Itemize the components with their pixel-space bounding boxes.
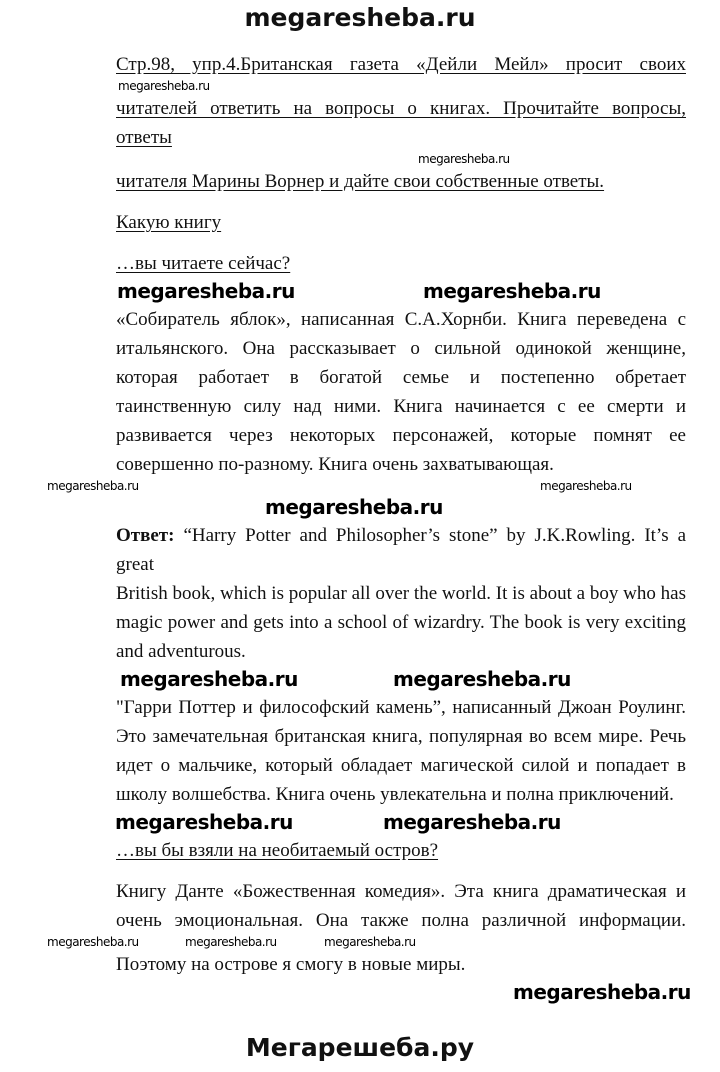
answer-1-line: которая работает в богатой семье и постепенно обретает (116, 367, 686, 388)
answer-ru-line: Это замечательная британская книга, популярная во всем мире. Речь (116, 726, 686, 747)
answer-label: Ответ: (116, 525, 175, 546)
answer-en-text: “Harry Potter and Philosopher’s stone” by J.K.Rowling. It’s a great (116, 525, 687, 575)
answer-ru-line: идет о мальчике, который обладает магической силой и попадает в (116, 755, 686, 776)
answer-1-line: совершенно по-разному. Книга очень захватывающая. (116, 454, 554, 475)
answer-en-line: magic power and gets into a school of wizardry. The book is very exciting (116, 612, 686, 633)
question-2: …вы бы взяли на необитаемый остров? (116, 840, 439, 861)
answer-2-line: Книгу Данте «Божественная комедия». Эта книга драматическая и (116, 881, 686, 902)
intro-line: читателя Марины Ворнер и дайте свои собственные ответы. (116, 171, 605, 192)
watermark: megaresheba.ru (120, 667, 298, 691)
answer-en-line (116, 521, 686, 579)
watermark: megaresheba.ru (423, 279, 601, 303)
watermark: megaresheba.ru (513, 980, 691, 1004)
watermark-row (0, 494, 720, 521)
watermark: megaresheba.ru (117, 279, 295, 303)
answer-1-line: таинственную силу над ними. Книга начинается с ее смерти и (116, 396, 686, 417)
watermark-row (0, 979, 720, 1006)
watermark: megaresheba.ru (47, 479, 139, 493)
intro-line: читателей ответить на вопросы о книгах. Прочитайте вопросы, ответы (116, 98, 686, 148)
watermark-row (0, 666, 720, 693)
watermark: megaresheba.ru (47, 935, 139, 949)
answer-2-line: Поэтому на острове я смогу в новые миры. (116, 954, 466, 975)
answer-ru-line: "Гарри Поттер и философский камень”, написанный Джоан Роулинг. (116, 697, 686, 718)
answer-1-line: развивается через некоторых персонажей, которые помнят ее (116, 425, 686, 446)
answer-ru-line: школу волшебства. Книга очень увлекательна и полна приключений. (116, 784, 674, 805)
site-header: megaresheba.ru (244, 3, 476, 32)
watermark: megaresheba.ru (118, 79, 210, 93)
watermark-row (0, 479, 720, 494)
section-heading: Какую книгу (116, 212, 222, 233)
site-footer: Мегарешеба.ру (245, 1033, 475, 1062)
answer-1-line: «Собиратель яблок», написанная С.А.Хорнби. Книга переведена с (116, 309, 686, 330)
watermark: megaresheba.ru (540, 479, 632, 493)
answer-1-line: итальянского. Она рассказывает о сильной одинокой женщине, (116, 338, 686, 359)
watermark: megaresheba.ru (265, 495, 443, 519)
watermark-row (0, 278, 720, 305)
watermark-row (0, 79, 720, 94)
watermark: megaresheba.ru (324, 935, 416, 949)
watermark-row (0, 152, 720, 167)
watermark: megaresheba.ru (418, 152, 510, 166)
answer-2-line: очень эмоциональная. Она также полна различной информации. (116, 910, 686, 931)
question-1: …вы читаете сейчас? (116, 253, 291, 274)
intro-line: Стр.98, упр.4.Британская газета «Дейли Мейл» просит своих (116, 54, 686, 75)
watermark-row (0, 935, 720, 950)
answer-en-line: British book, which is popular all over the world. It is about a boy who has (116, 583, 686, 604)
watermark-row (0, 809, 720, 836)
watermark: megaresheba.ru (115, 810, 293, 834)
watermark: megaresheba.ru (185, 935, 277, 949)
watermark: megaresheba.ru (393, 667, 571, 691)
answer-en-line: and adventurous. (116, 641, 246, 662)
watermark: megaresheba.ru (383, 810, 561, 834)
